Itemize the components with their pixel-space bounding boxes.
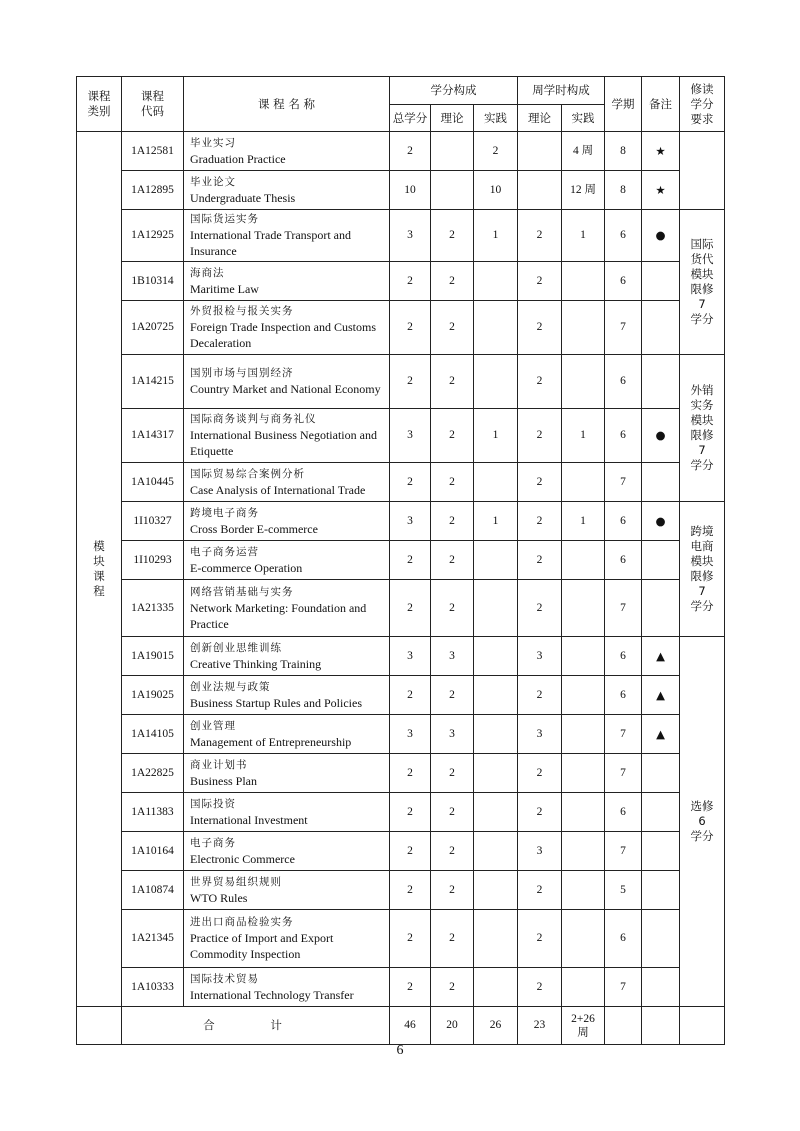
course-name-zh: 创新创业思维训练: [190, 641, 282, 654]
course-name: [184, 871, 390, 910]
remark-symbol: ▲: [642, 637, 680, 676]
semester: 6: [605, 637, 642, 676]
header-credit-group: 学分构成: [390, 77, 518, 105]
header-hours-theory: 理论: [518, 105, 562, 132]
total-semester-blank: [605, 1007, 642, 1045]
hours-practice: 1: [562, 409, 605, 463]
hours-practice: [562, 541, 605, 580]
course-name: [184, 132, 390, 171]
course-code: 1A10164: [122, 832, 184, 871]
hours-theory: 2: [518, 463, 562, 502]
hours-practice: [562, 910, 605, 968]
credit-theory: 2: [431, 832, 474, 871]
remark-symbol: [642, 262, 680, 301]
hours-theory: 2: [518, 355, 562, 409]
credit-theory: [431, 171, 474, 210]
course-name-en: International Investment: [190, 812, 308, 827]
hours-practice: [562, 301, 605, 355]
remark-symbol: ▲: [642, 676, 680, 715]
credit-theory: 3: [431, 715, 474, 754]
course-code: 1A14215: [122, 355, 184, 409]
course-name-zh: 进出口商品检验实务: [190, 916, 294, 928]
total-blank-category: [77, 1007, 122, 1045]
credit-total: 2: [390, 754, 431, 793]
course-code: 1A20725: [122, 301, 184, 355]
course-name-zh: 电子商务运营: [190, 545, 259, 558]
course-name: [184, 541, 390, 580]
course-name-zh: 网络营销基础与实务: [190, 585, 294, 598]
header-credit-theory: 理论: [431, 105, 474, 132]
credit-practice: 1: [474, 409, 518, 463]
credit-practice: [474, 793, 518, 832]
hours-practice: [562, 676, 605, 715]
course-table: [76, 76, 725, 1045]
credit-total: 2: [390, 463, 431, 502]
course-name: [184, 301, 390, 355]
credit-total: 2: [390, 676, 431, 715]
course-name-en: Graduation Practice: [190, 151, 286, 166]
course-code: 1A11383: [122, 793, 184, 832]
credit-total: 2: [390, 301, 431, 355]
hours-practice: [562, 262, 605, 301]
total-remark-blank: [642, 1007, 680, 1045]
credit-theory: 2: [431, 793, 474, 832]
credit-practice: [474, 637, 518, 676]
hours-theory: 3: [518, 832, 562, 871]
course-name-zh: 国际技术贸易: [190, 972, 259, 985]
credit-total: 2: [390, 355, 431, 409]
remark-symbol: [642, 463, 680, 502]
credit-practice: [474, 910, 518, 968]
course-code: 1A12925: [122, 210, 184, 262]
table-row: [77, 541, 725, 580]
credit-total: 2: [390, 580, 431, 637]
course-name-zh: 创业法规与政策: [190, 680, 271, 693]
course-name-zh: 电子商务: [190, 836, 236, 849]
table-row: [77, 793, 725, 832]
hours-theory: 2: [518, 968, 562, 1007]
credit-practice: 2: [474, 132, 518, 171]
semester: 7: [605, 301, 642, 355]
remark-symbol: [642, 832, 680, 871]
requirement-elective: 选修 6 学分: [680, 637, 725, 1007]
remark-symbol: [642, 580, 680, 637]
semester: 7: [605, 754, 642, 793]
credit-practice: [474, 754, 518, 793]
course-name-en: Management of Entrepreneurship: [190, 734, 352, 749]
semester: 8: [605, 132, 642, 171]
credit-total: 3: [390, 409, 431, 463]
credit-practice: [474, 676, 518, 715]
remark-symbol: [642, 355, 680, 409]
semester: 6: [605, 793, 642, 832]
credit-total: 2: [390, 541, 431, 580]
course-name: [184, 832, 390, 871]
semester: 6: [605, 210, 642, 262]
credit-practice: [474, 301, 518, 355]
hours-practice: 4 周: [562, 132, 605, 171]
total-hours-practice: 2+26 周: [562, 1007, 605, 1045]
course-name-en: Business Plan: [190, 773, 258, 788]
course-name-zh: 国际货运实务: [190, 213, 259, 225]
course-code: 1A10445: [122, 463, 184, 502]
hours-theory: 2: [518, 793, 562, 832]
table-row: [77, 262, 725, 301]
credit-practice: [474, 871, 518, 910]
course-name-en: Undergraduate Thesis: [190, 190, 296, 205]
hours-theory: [518, 132, 562, 171]
credit-theory: [431, 132, 474, 171]
table-row: [77, 754, 725, 793]
hours-practice: [562, 832, 605, 871]
course-code: 1A10333: [122, 968, 184, 1007]
hours-practice: 1: [562, 210, 605, 262]
course-name-zh: 外贸报检与报关实务: [190, 305, 294, 317]
hours-theory: [518, 171, 562, 210]
course-name: [184, 637, 390, 676]
course-name-en: WTO Rules: [190, 890, 248, 905]
credit-theory: 3: [431, 637, 474, 676]
course-name-en: Country Market and National Economy: [190, 382, 381, 396]
credit-practice: [474, 541, 518, 580]
header-credit-practice: 实践: [474, 105, 518, 132]
credit-practice: [474, 463, 518, 502]
total-credit: 46: [390, 1007, 431, 1045]
remark-symbol: [642, 910, 680, 968]
course-name: [184, 715, 390, 754]
credit-theory: 2: [431, 871, 474, 910]
course-name-en: Foreign Trade Inspection and Customs Decaleration: [190, 320, 376, 350]
course-name-zh: 国际商务谈判与商务礼仪: [190, 413, 317, 425]
semester: 7: [605, 715, 642, 754]
hours-theory: 2: [518, 676, 562, 715]
semester: 6: [605, 355, 642, 409]
course-code: 1A19015: [122, 637, 184, 676]
course-name-zh: 国别市场与国别经济: [190, 367, 294, 379]
table-row: [77, 637, 725, 676]
total-row: [77, 1007, 725, 1045]
course-name: [184, 355, 390, 409]
course-name-zh: 国际投资: [190, 797, 236, 810]
table-row: [77, 910, 725, 968]
semester: 5: [605, 871, 642, 910]
credit-practice: 1: [474, 502, 518, 541]
course-name-en: Electronic Commerce: [190, 851, 295, 866]
hours-practice: [562, 637, 605, 676]
header-hours-practice: 实践: [562, 105, 605, 132]
remark-symbol: ▲: [642, 715, 680, 754]
hours-practice: [562, 580, 605, 637]
header-hours-group: 周学时构成: [518, 77, 605, 105]
hours-theory: 3: [518, 637, 562, 676]
table-row: [77, 301, 725, 355]
remark-symbol: [642, 754, 680, 793]
credit-total: 2: [390, 132, 431, 171]
course-code: 1I10293: [122, 541, 184, 580]
semester: 6: [605, 910, 642, 968]
requirement-freight: 国际 货代 模块 限修 7 学分: [680, 210, 725, 355]
credit-practice: [474, 355, 518, 409]
credit-theory: 2: [431, 580, 474, 637]
table-row: [77, 580, 725, 637]
credit-practice: [474, 580, 518, 637]
course-name: [184, 262, 390, 301]
hours-practice: [562, 355, 605, 409]
credit-total: 2: [390, 832, 431, 871]
credit-total: 3: [390, 502, 431, 541]
semester: 7: [605, 968, 642, 1007]
credit-practice: [474, 832, 518, 871]
hours-theory: 2: [518, 502, 562, 541]
course-name-en: International Business Negotiation and Etiquette: [190, 428, 377, 458]
hours-theory: 2: [518, 871, 562, 910]
total-hours-theory: 23: [518, 1007, 562, 1045]
credit-total: 3: [390, 210, 431, 262]
hours-theory: 2: [518, 210, 562, 262]
hours-theory: 2: [518, 409, 562, 463]
credit-theory: 2: [431, 676, 474, 715]
course-code: 1A21335: [122, 580, 184, 637]
total-requirement-blank: [680, 1007, 725, 1045]
credit-practice: [474, 262, 518, 301]
hours-practice: [562, 871, 605, 910]
remark-symbol: ●: [642, 502, 680, 541]
total-label: 合 计: [122, 1007, 390, 1045]
course-name: [184, 580, 390, 637]
requirement-sales: 外销 实务 模块 限修 7 学分: [680, 355, 725, 502]
credit-practice: [474, 968, 518, 1007]
semester: 6: [605, 409, 642, 463]
course-name-en: International Trade Transport and Insurance: [190, 228, 351, 258]
table-row: [77, 132, 725, 171]
credit-theory: 2: [431, 210, 474, 262]
course-code: 1A12895: [122, 171, 184, 210]
credit-theory: 2: [431, 355, 474, 409]
table-row: [77, 355, 725, 409]
credit-total: 10: [390, 171, 431, 210]
credit-total: 2: [390, 262, 431, 301]
credit-theory: 2: [431, 968, 474, 1007]
course-code: 1A12581: [122, 132, 184, 171]
credit-total: 3: [390, 715, 431, 754]
course-name-zh: 海商法: [190, 266, 225, 279]
hours-theory: 3: [518, 715, 562, 754]
credit-theory: 2: [431, 541, 474, 580]
hours-theory: 2: [518, 541, 562, 580]
course-name-zh: 国际贸易综合案例分析: [190, 467, 305, 480]
table-row: [77, 171, 725, 210]
header-credit-total: 总学分: [390, 105, 431, 132]
credit-theory: 2: [431, 301, 474, 355]
course-name-en: Cross Border E-commerce: [190, 521, 318, 536]
course-code: 1A21345: [122, 910, 184, 968]
course-name-en: Practice of Import and Export Commodity Inspection: [190, 931, 334, 961]
course-name-zh: 毕业实习: [190, 136, 236, 149]
course-name: [184, 171, 390, 210]
course-code: 1A14105: [122, 715, 184, 754]
remark-symbol: [642, 968, 680, 1007]
course-name: [184, 210, 390, 262]
hours-practice: [562, 754, 605, 793]
header-name: 课 程 名 称: [184, 77, 390, 132]
course-name-en: E-commerce Operation: [190, 560, 303, 575]
semester: 8: [605, 171, 642, 210]
course-code: 1I10327: [122, 502, 184, 541]
credit-total: 2: [390, 968, 431, 1007]
total-credit-practice: 26: [474, 1007, 518, 1045]
table-row: [77, 463, 725, 502]
course-code: 1A14317: [122, 409, 184, 463]
credit-total: 3: [390, 637, 431, 676]
header-remark: 备注: [642, 77, 680, 132]
course-name-zh: 毕业论文: [190, 175, 236, 188]
remark-symbol: [642, 301, 680, 355]
course-name: [184, 463, 390, 502]
credit-theory: 2: [431, 754, 474, 793]
course-name-en: Case Analysis of International Trade: [190, 482, 366, 497]
remark-symbol: [642, 793, 680, 832]
table-row: [77, 210, 725, 262]
hours-theory: 2: [518, 580, 562, 637]
course-name-zh: 跨境电子商务: [190, 506, 259, 519]
total-credit-theory: 20: [431, 1007, 474, 1045]
credit-theory: 2: [431, 409, 474, 463]
course-code: 1B10314: [122, 262, 184, 301]
hours-theory: 2: [518, 910, 562, 968]
hours-practice: [562, 793, 605, 832]
credit-practice: [474, 715, 518, 754]
requirement-cell-blank: [680, 132, 725, 210]
course-name-zh: 创业管理: [190, 719, 236, 732]
table-row: [77, 871, 725, 910]
remark-symbol: ★: [642, 171, 680, 210]
course-name: [184, 676, 390, 715]
table-row: [77, 676, 725, 715]
requirement-ecommerce: 跨境 电商 模块 限修 7 学分: [680, 502, 725, 637]
semester: 7: [605, 832, 642, 871]
hours-theory: 2: [518, 262, 562, 301]
course-name: [184, 910, 390, 968]
hours-practice: [562, 463, 605, 502]
credit-total: 2: [390, 910, 431, 968]
hours-practice: 1: [562, 502, 605, 541]
hours-theory: 2: [518, 301, 562, 355]
course-code: 1A22825: [122, 754, 184, 793]
hours-practice: [562, 968, 605, 1007]
header-semester: 学期: [605, 77, 642, 132]
credit-practice: 1: [474, 210, 518, 262]
course-name-en: International Technology Transfer: [190, 987, 354, 1002]
credit-theory: 2: [431, 463, 474, 502]
semester: 6: [605, 676, 642, 715]
course-code: 1A19025: [122, 676, 184, 715]
credit-practice: 10: [474, 171, 518, 210]
course-name: [184, 754, 390, 793]
credit-total: 2: [390, 793, 431, 832]
course-name: [184, 793, 390, 832]
course-name-zh: 世界贸易组织规则: [190, 875, 282, 888]
credit-theory: 2: [431, 502, 474, 541]
remark-symbol: ●: [642, 210, 680, 262]
semester: 7: [605, 463, 642, 502]
table-row: [77, 832, 725, 871]
course-name-zh: 商业计划书: [190, 758, 248, 771]
semester: 6: [605, 262, 642, 301]
table-row: [77, 409, 725, 463]
remark-symbol: [642, 541, 680, 580]
hours-practice: 12 周: [562, 171, 605, 210]
header-category: 课程 类别: [77, 77, 122, 132]
remark-symbol: ★: [642, 132, 680, 171]
course-name-en: Creative Thinking Training: [190, 656, 322, 671]
remark-symbol: ●: [642, 409, 680, 463]
table-row: [77, 715, 725, 754]
course-name: [184, 502, 390, 541]
header-requirement: 修读 学分 要求: [680, 77, 725, 132]
semester: 7: [605, 580, 642, 637]
table-row: [77, 502, 725, 541]
course-name: [184, 409, 390, 463]
credit-theory: 2: [431, 910, 474, 968]
hours-theory: 2: [518, 754, 562, 793]
course-name-en: Business Startup Rules and Policies: [190, 695, 362, 710]
course-name-en: Maritime Law: [190, 281, 259, 296]
course-name-en: Network Marketing: Foundation and Practice: [190, 600, 367, 631]
credit-theory: 2: [431, 262, 474, 301]
category-cell: 模 块 课 程: [77, 132, 122, 1007]
remark-symbol: [642, 871, 680, 910]
hours-practice: [562, 715, 605, 754]
course-name: [184, 968, 390, 1007]
table-row: [77, 968, 725, 1007]
page-number: 6: [396, 1043, 404, 1058]
semester: 6: [605, 502, 642, 541]
credit-total: 2: [390, 871, 431, 910]
header-code: 课程 代码: [122, 77, 184, 132]
semester: 6: [605, 541, 642, 580]
course-code: 1A10874: [122, 871, 184, 910]
